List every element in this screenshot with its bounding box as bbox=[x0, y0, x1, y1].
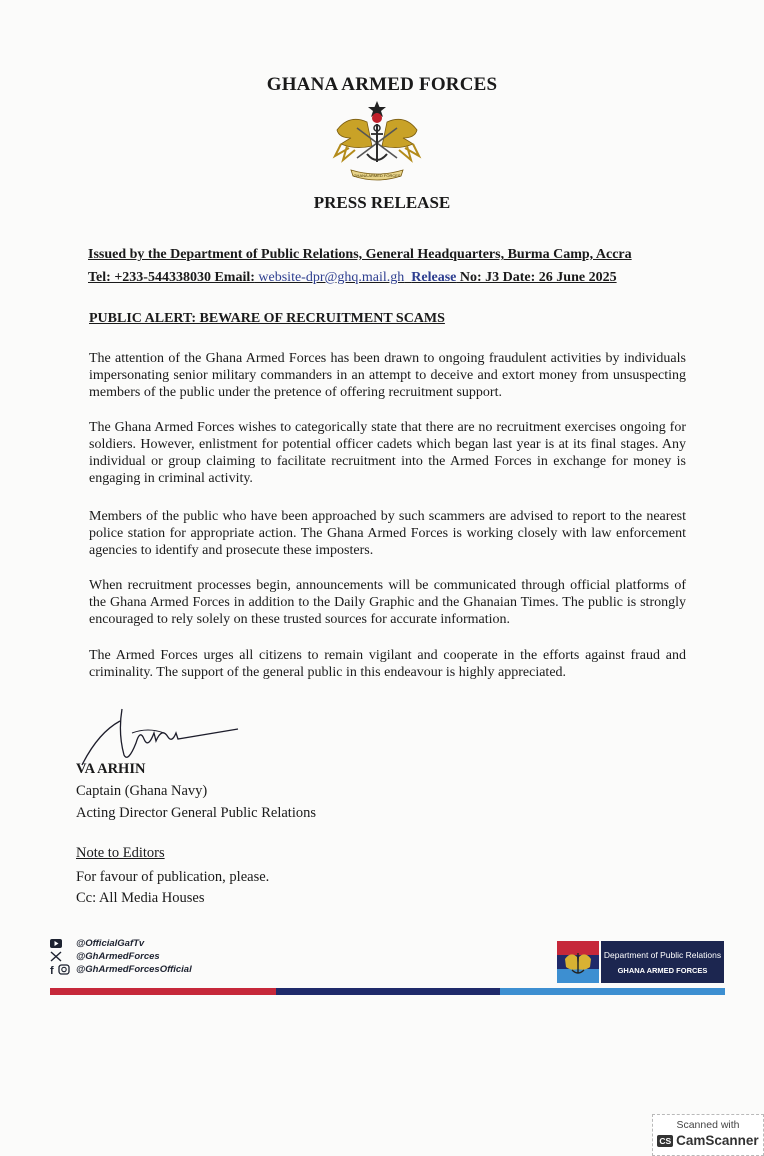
paragraph-1: The attention of the Ghana Armed Forces has been drawn to ongoing fraudulent activities by individuals impersonating senior military commanders in an attempt to deceive and extort money from unsuspecting members of the public under the pretence of offering recruitment support. bbox=[89, 351, 686, 400]
signatory-name: VA ARHIN bbox=[76, 761, 146, 777]
svg-text:GHANA ARMED FORCES: GHANA ARMED FORCES bbox=[353, 173, 401, 178]
footer-stripe-red bbox=[50, 988, 276, 995]
alert-title: PUBLIC ALERT: BEWARE OF RECRUITMENT SCAMS bbox=[89, 311, 445, 326]
x-icon bbox=[50, 951, 76, 962]
paragraph-5: The Armed Forces urges all citizens to remain vigilant and cooperate in the efforts against fraud and criminality. The support of the general public in this endeavour is highly appreciated. bbox=[89, 648, 686, 680]
signatory-role: Acting Director General Public Relations bbox=[76, 805, 316, 821]
dpr-badge bbox=[601, 941, 724, 983]
paragraph-3: Members of the public who have been approached by such scammers are advised to report to the nearest police station for appropriate action. The Ghana Armed Forces is working closely with law enforcement agencies to identify and prosecute these imposters. bbox=[89, 509, 686, 558]
social-youtube bbox=[50, 937, 144, 949]
note-to-editors-heading: Note to Editors bbox=[76, 845, 165, 861]
contact-line bbox=[88, 270, 652, 286]
social-x bbox=[50, 950, 160, 962]
footer-stripe-navy bbox=[276, 988, 500, 995]
camscanner-brand: CamScanner bbox=[676, 1133, 759, 1148]
camscanner-icon: CS bbox=[659, 1135, 672, 1146]
release-number-date: No: J3 Date: 26 June 2025 bbox=[456, 270, 617, 285]
x-handle[interactable]: @GhArmedForces bbox=[76, 950, 160, 962]
facebook-instagram-handle[interactable]: @GhArmedForcesOfficial bbox=[76, 963, 192, 975]
release-label: Release bbox=[411, 270, 457, 285]
org-title: GHANA ARMED FORCES bbox=[266, 74, 498, 95]
signatory-rank: Captain (Ghana Navy) bbox=[76, 783, 208, 799]
tel-email-label: Tel: +233-544338030 Email: bbox=[88, 270, 255, 285]
camscanner-watermark bbox=[652, 1114, 764, 1156]
dpr-badge-line2: GHANA ARMED FORCES bbox=[617, 966, 708, 975]
email-link[interactable]: website-dpr@ghq.mail.gh bbox=[254, 270, 405, 285]
editors-line-2: Cc: All Media Houses bbox=[76, 890, 205, 906]
svg-text:f: f bbox=[50, 964, 54, 975]
editors-line-1: For favour of publication, please. bbox=[76, 869, 270, 885]
youtube-icon bbox=[50, 939, 76, 948]
paragraph-4: When recruitment processes begin, announcements will be communicated through official platforms of the Ghana Armed Forces in addition to the Daily Graphic and the Ghanaian Times. The public is strongly encouraged to rely solely on these trusted sources for accurate information. bbox=[89, 578, 686, 627]
footer-stripe-blue bbox=[500, 988, 725, 995]
youtube-handle[interactable]: @OfficialGafTv bbox=[76, 937, 145, 949]
issued-by-line: Issued by the Department of Public Relations, General Headquarters, Burma Camp, Accra bbox=[88, 247, 632, 262]
doc-type-heading: PRESS RELEASE bbox=[313, 193, 451, 212]
social-facebook-instagram bbox=[50, 963, 192, 975]
gaf-crest-emblem bbox=[327, 100, 427, 184]
facebook-instagram-icon bbox=[50, 964, 76, 975]
paragraph-2: The Ghana Armed Forces wishes to categorically state that there are no recruitment exercises ongoing for soldiers. However, enlistment for potential officer cadets which began last year is at its final stages. Any individual or group claiming to facilitate recruitment into the Armed Forces in exchange for money is engaging in criminal activity. bbox=[89, 420, 686, 486]
scanned-with-label: Scanned with bbox=[676, 1119, 740, 1131]
dpr-logo-icon bbox=[557, 941, 599, 983]
dpr-badge-line1: Department of Public Relations bbox=[603, 950, 722, 960]
